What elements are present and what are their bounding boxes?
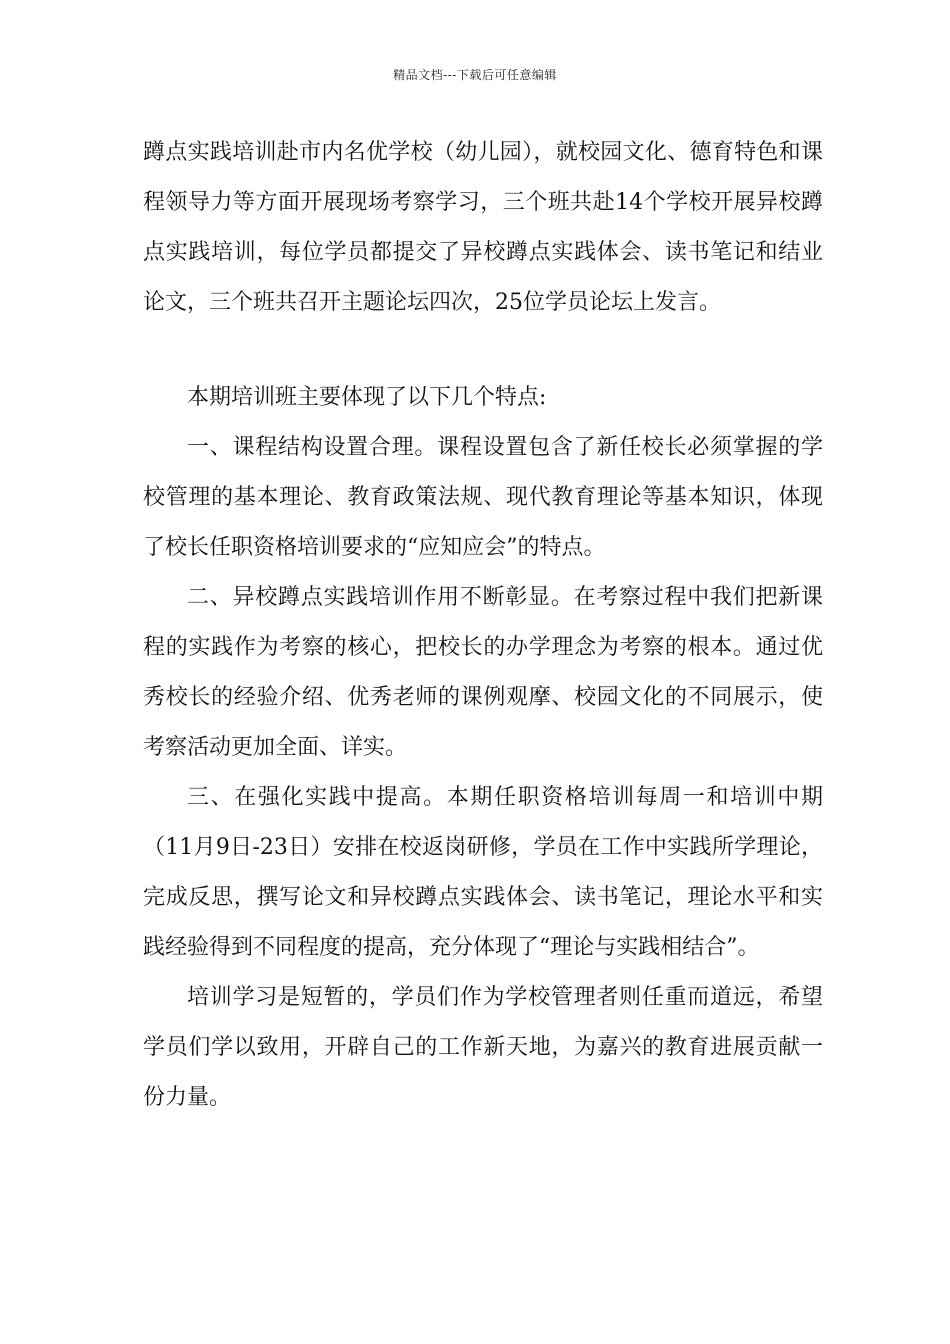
paragraph-conclusion: 培训学习是短暂的，学员们作为学校管理者则任重而道远，希望学员们学以致用，开辟自己的工作新天地，为嘉兴的教育进展贡献一份力量。 <box>143 985 823 1110</box>
paragraph-intro: 本期培训班主要体现了以下几个特点: <box>187 385 547 410</box>
paragraph-point-3: 三、在强化实践中提高。本期任职资格培训每周一和培训中期（11月9日-23日）安排在校返岗研修，学员在工作中实践所学理论，完成反思，撰写论文和异校蹲点实践体会、读书笔记，理论水平和实践经验得到不同程度的提高，充分体现了“理论与实践相结合”。 <box>143 785 823 960</box>
paragraph-continuation: 蹲点实践培训赴市内名优学校（幼儿园），就校园文化、德育特色和课程领导力等方面开展现场考察学习，三个班共赴14个学校开展异校蹲点实践培训，每位学员都提交了异校蹲点实践体会、读书笔记和结业论文，三个班共召开主题论坛四次，25位学员论坛上发言。 <box>143 140 823 315</box>
paragraph-gap <box>143 328 823 373</box>
paragraph-point-1: 一、课程结构设置合理。课程设置包含了新任校长必须掌握的学校管理的基本理论、教育政策法规、现代教育理论等基本知识，体现了校长任职资格培训要求的“应知应会”的特点。 <box>143 435 823 560</box>
document-body <box>143 128 823 1123</box>
paragraph-point-2: 二、异校蹲点实践培训作用不断彰显。在考察过程中我们把新课程的实践作为考察的核心，把校长的办学理念为考察的根本。通过优秀校长的经验介绍、优秀老师的课例观摩、校园文化的不同展示，使考察活动更加全面、详实。 <box>143 585 823 760</box>
page-header: 精品文档---下载后可任意编辑 <box>393 68 557 82</box>
